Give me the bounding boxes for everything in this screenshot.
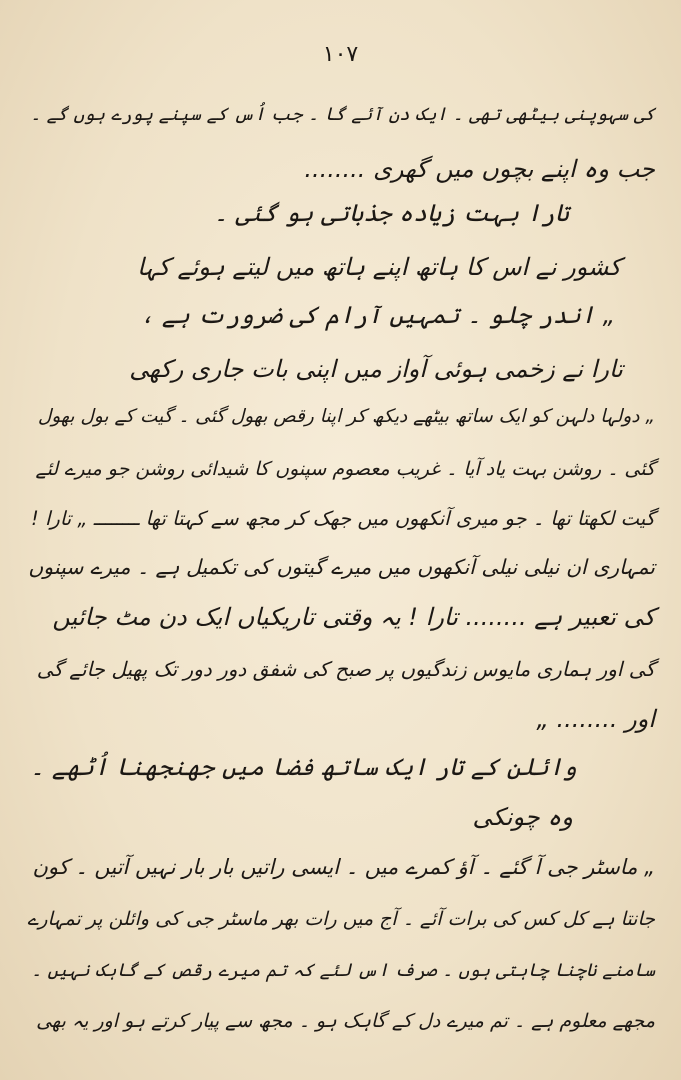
text-line: کی سہوپنی بیٹھی تھی ۔ ایک دن آئے گا ۔ جب اُس کے سپنے پورے ہوں گے ۔: [30, 104, 655, 125]
text-line: „ دولہا دلہن کو ایک ساتھ بیٹھے دیکھ کر اپنا رقص بھول گئی ۔ گیت کے بول بھول: [37, 406, 655, 427]
text-line: مجھے معلوم ہے ۔ تم میرے دل کے گاہک ہو ۔ مجھ سے پیار کرتے ہو اور یہ بھی: [36, 1010, 655, 1032]
text-line: „ اندر چلو ۔ تمہیں آرام کی ضرورت ہے ،: [140, 301, 615, 329]
text-line: وائلن کے تار ایک ساتھ فضا میں جھنجھنا اُٹھے ۔: [30, 753, 577, 781]
text-line: „ ماسٹر جی آ گئے ۔ آؤ کمرے میں ۔ ایسی راتیں بار بار نہیں آتیں ۔ کون: [32, 855, 655, 879]
text-line: کشور نے اس کا ہاتھ اپنے ہاتھ میں لیتے ہوئے کہا: [137, 253, 621, 281]
text-line: وہ چونکی: [472, 803, 573, 831]
text-line: تمہاری ان نیلی نیلی آنکھوں میں میرے گیتوں کی تکمیل ہے ۔ میرے سپنوں: [28, 555, 655, 579]
text-line: تارا بہت زیادہ جذباتی ہو گئی ۔: [213, 199, 569, 227]
text-line: گیت لکھتا تھا ۔ جو میری آنکھوں میں جھک کر مجھ سے کہتا تھا ــــــــ „ تارا !: [30, 507, 655, 530]
text-line: تارا نے زخمی ہوئی آواز میں اپنی بات جاری رکھی: [129, 355, 623, 383]
text-line: گی اور ہماری مایوس زندگیوں پر صبح کی شفق دور دور تک پھیل جائے گی: [36, 657, 655, 681]
text-line: جانتا ہے کل کس کی برات آئے ۔ آج میں رات بھر ماسٹر جی کی وائلن پر تمہارے: [27, 908, 655, 930]
text-line: کی تعبیر ہے ........ تارا ! یہ وقتی تاریکیاں ایک دن مٹ جائیں: [52, 603, 655, 631]
text-line: جب وہ اپنے بچوں میں گھری ........: [304, 155, 655, 183]
text-line: سامنے ناچنا چاہتی ہوں ۔ صرف اس لئے کہ تم میرے رقص کے گاہک نہیں ۔: [31, 960, 655, 981]
page-number: ۱۰۷: [322, 42, 359, 67]
text-line: اور ........ „: [536, 705, 655, 733]
text-line: گئی ۔ روشن بہت یاد آیا ۔ غریب معصوم سپنوں کا شیدائی روشن جو میرے لئے: [35, 458, 655, 480]
